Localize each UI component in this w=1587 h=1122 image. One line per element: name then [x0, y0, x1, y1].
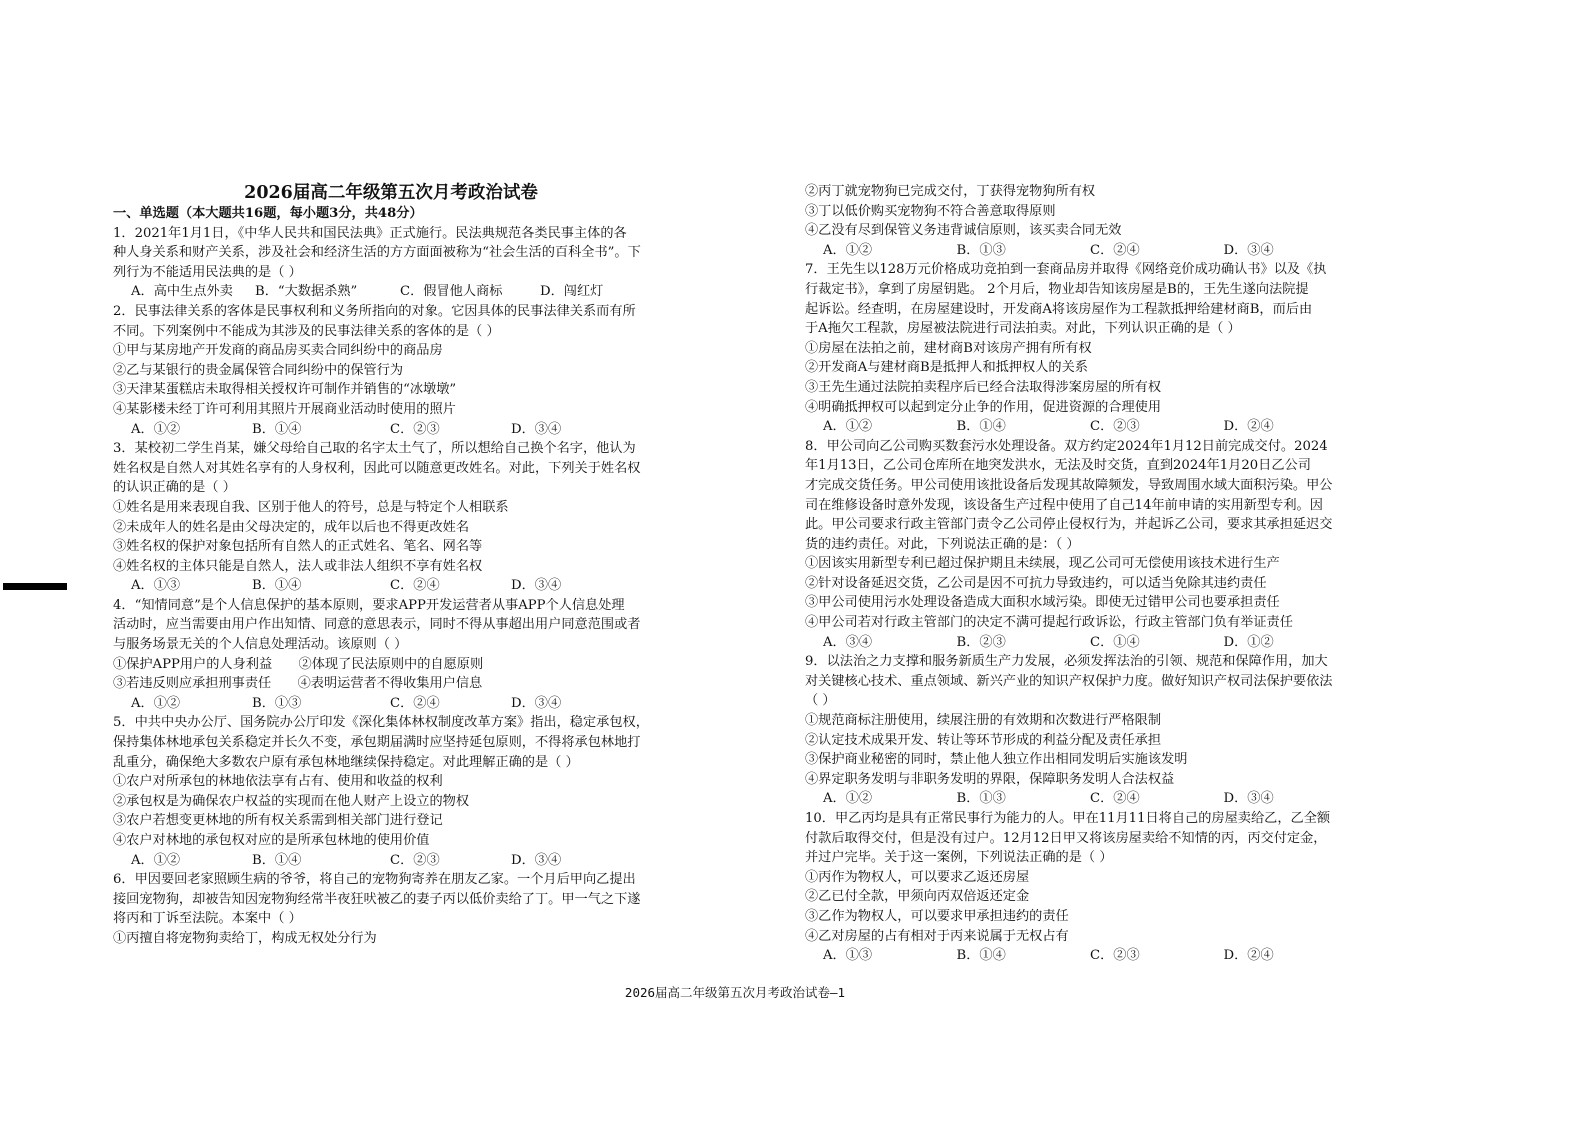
page-footer: 2026届高二年级第五次月考政治试卷—1 [624, 985, 846, 1000]
answer-option: B．①③ [252, 695, 302, 711]
answer-option: D．③④ [511, 695, 562, 711]
answer-option: A．①③ [823, 948, 873, 964]
text-line: ①规范商标注册使用，续展注册的有效期和次数进行严格限制 [805, 713, 1162, 729]
answer-option: A．①② [823, 419, 873, 435]
text-line: ①保护APP用户的人身利益 ②体现了民法原则中的自愿原则 [113, 656, 484, 672]
answer-option: D．③④ [1223, 791, 1274, 807]
answer-option: B．“大数据杀熟” [255, 284, 358, 300]
text-line: 保持集体林地承包关系稳定并长久不变，承包期届满时应坚持延包原则，不得将承包林地打 [113, 735, 641, 751]
exam-title: 2026届高二年级第五次月考政治试卷 [244, 183, 538, 203]
answer-options [113, 576, 669, 596]
text-line: ①房屋在法拍之前，建材商B对该房产拥有所有权 [805, 340, 1092, 356]
text-line: ②未成年人的姓名是由父母决定的，成年以后也不得更改姓名 [113, 519, 470, 535]
text-line: ④甲公司若对行政主管部门的决定不满可提起行政诉讼，行政主管部门负有举证责任 [805, 615, 1293, 631]
text-line: ④界定职务发明与非职务发明的界限，保障职务发明人合法权益 [805, 771, 1175, 787]
text-line: （ ） [805, 693, 836, 709]
answer-option: A．①② [823, 791, 873, 807]
answer-option: B．①④ [252, 852, 302, 868]
text-line: ③甲公司使用污水处理设备造成大面积水域污染。即使无过错甲公司也要承担责任 [805, 595, 1280, 611]
answer-option: A．①② [131, 695, 181, 711]
answer-option: C．②④ [1090, 791, 1140, 807]
text-line: 此。甲公司要求行政主管部门责令乙公司停止侵权行为，并起诉乙公司，要求其承担延迟交 [805, 517, 1333, 533]
answer-option: A．③④ [823, 634, 873, 650]
answer-option: C．②③ [390, 852, 440, 868]
text-line: 才完成交货任务。甲公司使用该批设备后发现其故障频发，导致周围水域大面积污染。甲公 [805, 477, 1333, 493]
answer-option: B．①③ [956, 242, 1006, 258]
answer-options [113, 694, 669, 714]
text-line: 于A拖欠工程款，房屋被法院进行司法拍卖。对此，下列认识正确的是（ ） [805, 321, 1241, 337]
text-line: 姓名权是自然人对其姓名享有的人身权利，因此可以随意更改姓名。对此，下列关于姓名权 [113, 460, 641, 476]
text-line: 3．某校初二学生肖某，嫌父母给自己取的名字太土气了，所以想给自己换个名字，他认为 [113, 441, 636, 457]
text-line: ③保护商业秘密的同时，禁止他人独立作出相同发明后实施该发明 [805, 752, 1188, 768]
right-column [805, 182, 1357, 966]
text-line: 对关键核心技术、重点领域、新兴产业的知识产权保护力度。做好知识产权司法保护要依法 [805, 673, 1333, 689]
answer-option: D．③④ [511, 578, 562, 594]
text-line: 9．以法治之力支撑和服务新质生产力发展，必须发挥法治的引领、规范和保障作用，加大 [805, 654, 1328, 670]
answer-option: C．假冒他人商标 [400, 284, 503, 300]
text-line: ③农户若想变更林地的所有权关系需到相关部门进行登记 [113, 813, 443, 829]
text-line: 1．2021年1月1日，《中华人民共和国民法典》正式施行。民法典规范各类民事主体的各 [113, 225, 627, 241]
text-line: ④乙没有尽到保管义务违背诚信原则，该买卖合同无效 [805, 223, 1122, 239]
text-line: ③乙作为物权人，可以要求甲承担违约的责任 [805, 908, 1069, 924]
text-line: ③丁以低价购买宠物狗不符合善意取得原则 [805, 203, 1056, 219]
text-line: ③若违反则应承担刑事责任 ④表明运营者不得收集用户信息 [113, 676, 483, 692]
answer-option: A．①③ [131, 578, 181, 594]
text-line: 6．甲因要回老家照顾生病的爷爷，将自己的宠物狗寄养在朋友乙家。一个月后甲向乙提出 [113, 872, 636, 888]
answer-option: B．①③ [956, 791, 1006, 807]
text-line: 不同。下列案例中不能成为其涉及的民事法律关系的客体的是（ ） [113, 323, 500, 339]
text-line: ①丙擅自将宠物狗卖给丁，构成无权处分行为 [113, 930, 377, 946]
section-heading: 一、单选题（本大题共16题，每小题3分，共48分） [113, 206, 423, 221]
text-line: ④农户对林地的承包权对应的是所承包林地的使用价值 [113, 833, 430, 848]
text-line: ②丙丁就宠物狗已完成交付，丁获得宠物狗所有权 [805, 184, 1096, 199]
text-line: ④姓名权的主体只能是自然人，法人或非法人组织不享有姓名权 [113, 558, 483, 574]
answer-option: B．①④ [252, 578, 302, 594]
text-line: 种人身关系和财产关系，涉及社会和经济生活的方方面面被称为“社会生活的百科全书”。下 [113, 245, 641, 261]
text-line: 并过户完毕。关于这一案例，下列说法正确的是（ ） [805, 850, 1113, 866]
answer-option: D．②④ [1223, 419, 1274, 435]
answer-option: C．②④ [390, 578, 440, 594]
text-line: 行裁定书》，拿到了房屋钥匙。 2个月后，物业却告知该房屋是B的，王先生遂向法院提 [805, 281, 1309, 297]
answer-options [805, 633, 1357, 653]
text-line: 8．甲公司向乙公司购买数套污水处理设备。双方约定2024年1月12日前完成交付。2024 [805, 438, 1328, 454]
answer-options [805, 241, 1357, 261]
text-line: ③姓名权的保护对象包括所有自然人的正式姓名、笔名、网名等 [113, 539, 483, 555]
text-line: 年1月13日，乙公司仓库所在地突发洪水，无法及时交货，直到2024年1月20日乙公司 [805, 458, 1311, 474]
text-line: 将丙和丁诉至法院。本案中（ ） [113, 911, 302, 927]
text-line: ①丙作为物权人，可以要求乙返还房屋 [805, 869, 1030, 885]
text-line: ③王先生通过法院拍卖程序后已经合法取得涉案房屋的所有权 [805, 379, 1162, 395]
text-line: 10．甲乙丙均是具有正常民事行为能力的人。甲在11月11日将自己的房屋卖给乙，乙全额 [805, 811, 1331, 826]
answer-option: B．①④ [252, 421, 302, 437]
answer-options [805, 789, 1357, 809]
answer-option: D．③④ [1223, 242, 1274, 258]
answer-option: C．②③ [1090, 948, 1140, 964]
text-line: 7．王先生以128万元价格成功竞拍到一套商品房并取得《网络竞价成功确认书》以及《执 [805, 262, 1327, 278]
text-line: ②针对设备延迟交货，乙公司是因不可抗力导致违约，可以适当免除其违约责任 [805, 575, 1267, 591]
binding-margin-mark [3, 583, 67, 590]
text-line: 乱重分，确保绝大多数农户原有承包林地继续保持稳定。对此理解正确的是（ ） [113, 754, 579, 770]
text-line: 活动时，应当需要由用户作出知情、同意的意思表示，同时不得从事超出用户同意范围或者 [113, 617, 641, 633]
text-line: 5．中共中央办公厅、国务院办公厅印发《深化集体林权制度改革方案》指出，稳定承包权， [113, 715, 649, 731]
answer-option: D．③④ [511, 421, 562, 437]
answer-option: C．②④ [390, 695, 440, 711]
text-line: 接回宠物狗，却被告知因宠物狗经常半夜狂吠被乙的妻子丙以低价卖给了丁。甲一气之下遂 [113, 891, 641, 907]
text-line: 司在维修设备时意外发现，该设备生产过程中使用了自己14年前申请的实用新型专利。因 [805, 497, 1323, 513]
answer-option: D．闯红灯 [540, 284, 604, 300]
answer-option: B．②③ [956, 634, 1006, 650]
text-line: ②乙与某银行的贵金属保管合同纠纷中的保管行为 [113, 362, 404, 378]
text-line: ③天津某蛋糕店未取得相关授权许可制作并销售的“冰墩墩” [113, 382, 457, 398]
answer-option: C．①④ [1090, 634, 1140, 650]
answer-option: A．①② [131, 421, 181, 437]
text-line: ①甲与某房地产开发商的商品房买卖合同纠纷中的商品房 [113, 343, 443, 359]
text-line: 列行为不能适用民法典的是（ ） [113, 264, 302, 280]
answer-option: A．①② [131, 852, 181, 868]
text-line: ②开发商A与建材商B是抵押人和抵押权人的关系 [805, 360, 1088, 376]
text-line: 4．“知情同意”是个人信息保护的基本原则，要求APP开发运营者从事APP个人信息处理 [113, 597, 625, 613]
answer-option: C．②④ [1090, 242, 1140, 258]
text-line: ①姓名是用来表现自我、区别于他人的符号，总是与特定个人相联系 [113, 499, 509, 515]
answer-option: D．③④ [511, 852, 562, 868]
answer-option: C．②③ [1090, 419, 1140, 435]
text-line: 2．民事法律关系的客体是民事权利和义务所指向的对象。它因具体的民事法律关系而有所 [113, 303, 636, 319]
answer-options [805, 417, 1357, 437]
text-line: ④某影楼未经丁许可利用其照片开展商业活动时使用的照片 [113, 401, 456, 417]
answer-options [805, 946, 1357, 966]
answer-option: B．①④ [956, 419, 1006, 435]
text-line: 货的违约责任。对此，下列说法正确的是：（ ） [805, 536, 1080, 552]
text-line: 起诉讼。经查明，在房屋建设时，开发商A将该房屋作为工程款抵押给建材商B，而后由 [805, 301, 1313, 317]
answer-option: D．①② [1223, 634, 1274, 650]
answer-option: A．①② [823, 242, 873, 258]
text-line: 的认识正确的是（ ） [113, 480, 236, 496]
text-line: ②乙已付全款，甲须向丙双倍返还定金 [805, 889, 1030, 905]
answer-option: A．高中生点外卖 [131, 284, 233, 300]
text-line: 与服务场景无关的个人信息处理活动。该原则（ ） [113, 637, 408, 653]
answer-option: D．②④ [1223, 948, 1274, 964]
text-line: ①农户对所承包的林地依法享有占有、使用和收益的权利 [113, 774, 443, 790]
answer-option: C．②③ [390, 421, 440, 437]
text-line: 付款后取得交付，但是没有过户。12月12日甲又将该房屋卖给不知情的丙，丙交付定金， [805, 830, 1327, 846]
left-column [113, 182, 669, 949]
answer-options [113, 420, 669, 440]
text-line: ④乙对房屋的占有相对于丙来说属于无权占有 [805, 928, 1069, 944]
answer-options [113, 282, 669, 302]
text-line: ①因该实用新型专利已超过保护期且未续展，现乙公司可无偿使用该技术进行生产 [805, 556, 1280, 572]
text-line: ②承包权是为确保农户权益的实现而在他人财产上设立的物权 [113, 793, 470, 809]
answer-option: B．①④ [956, 948, 1006, 964]
answer-options [113, 851, 669, 871]
text-line: ②认定技术成果开发、转让等环节形成的利益分配及责任承担 [805, 732, 1162, 748]
text-line: ④明确抵押权可以起到定分止争的作用，促进资源的合理使用 [805, 399, 1162, 415]
